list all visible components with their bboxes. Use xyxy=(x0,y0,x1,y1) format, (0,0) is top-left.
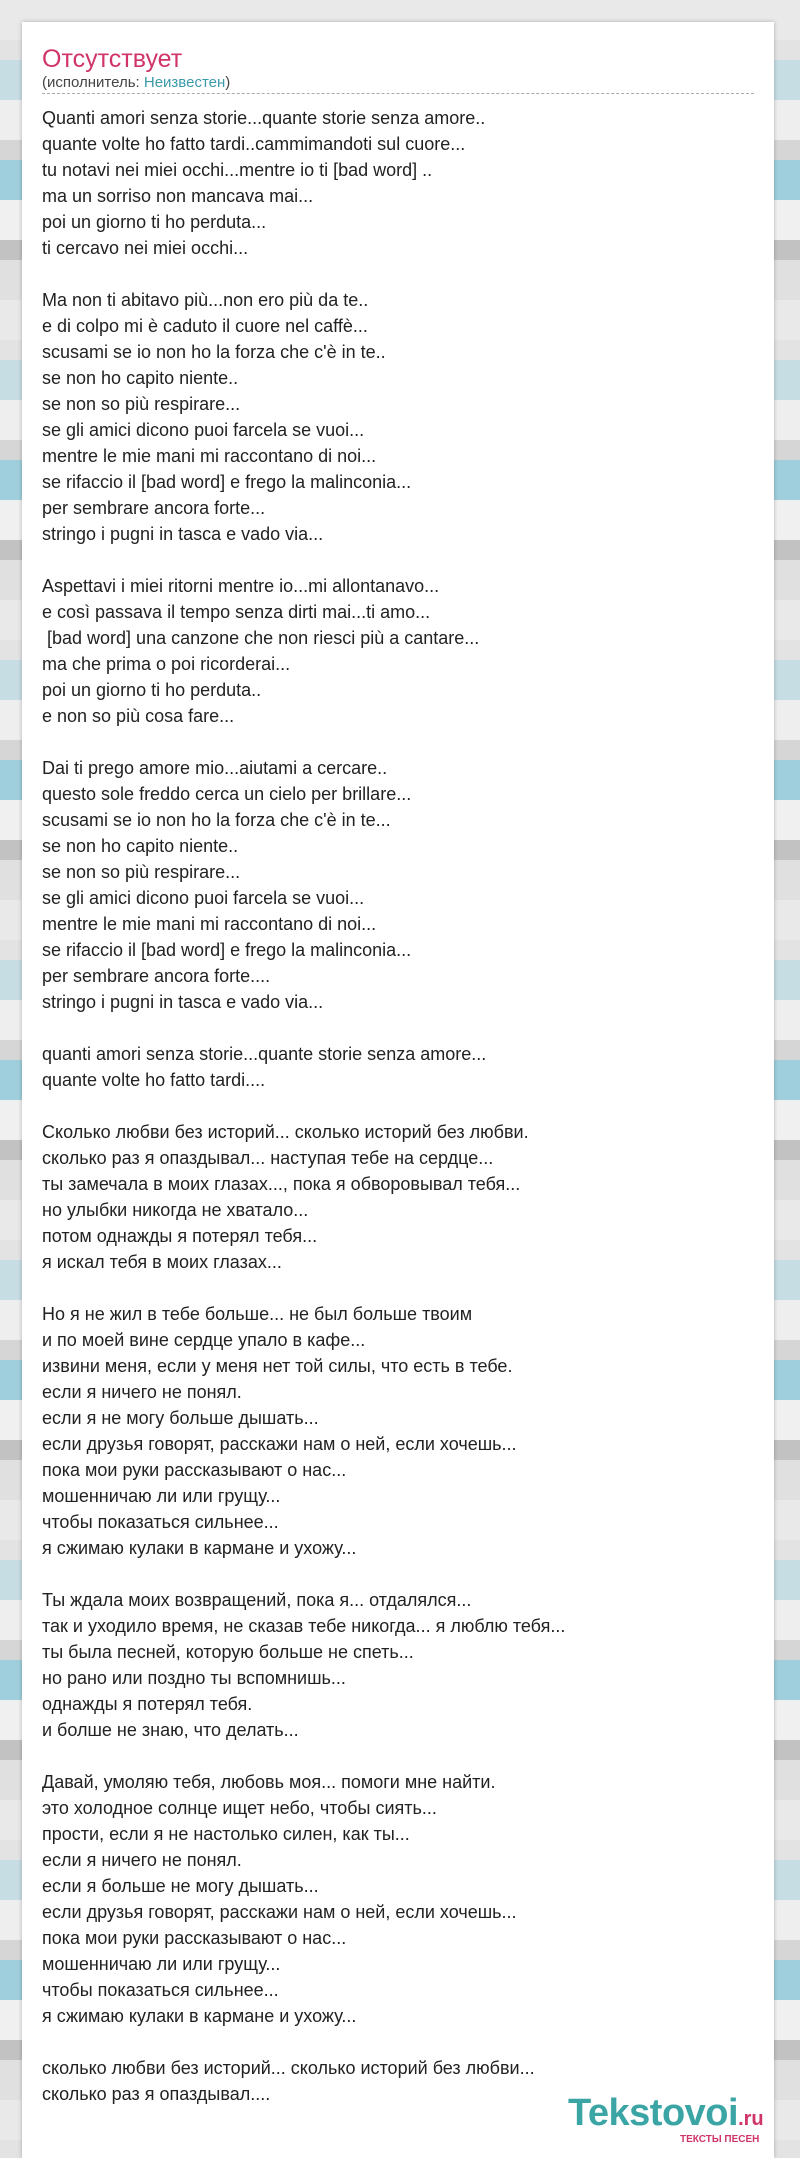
lyric-line: Quanti amori senza storie...quante storie senza amore.. xyxy=(42,108,486,128)
divider xyxy=(42,93,754,94)
lyric-line: questo sole freddo cerca un cielo per brillare... xyxy=(42,784,412,804)
lyric-line: scusami se io non ho la forza che c'è in te.. xyxy=(42,342,386,362)
lyric-line: Dai ti prego amore mio...aiutami a cercare.. xyxy=(42,758,388,778)
lyric-line: это холодное солнце ищет небо, чтобы сиять... xyxy=(42,1798,437,1818)
lyric-line: e di colpo mi è caduto il cuore nel caffè... xyxy=(42,316,368,336)
lyric-line: Aspettavi i miei ritorni mentre io...mi allontanavo... xyxy=(42,576,440,596)
lyric-line: poi un giorno ti ho perduta.. xyxy=(42,680,262,700)
lyric-line: сколько раз я опаздывал.... xyxy=(42,2084,271,2104)
lyric-line: если друзья говорят, расскажи нам о ней, если хочешь... xyxy=(42,1902,517,1922)
lyric-line: чтобы показаться сильнее... xyxy=(42,1980,279,2000)
lyric-line: quanti amori senza storie...quante storie senza amore... xyxy=(42,1044,487,1064)
logo-name: Tekstovoi xyxy=(568,2092,739,2134)
lyric-line: se non ho capito niente.. xyxy=(42,836,239,856)
lyric-line: однажды я потерял тебя. xyxy=(42,1694,253,1714)
artist-prefix: (исполнитель: xyxy=(42,74,144,91)
lyric-line: пока мои руки рассказывают о нас... xyxy=(42,1928,347,1948)
lyric-line: ты была песней, которую больше не спеть... xyxy=(42,1642,414,1662)
lyric-line: ты замечала в моих глазах..., пока я обворовывал тебя... xyxy=(42,1174,521,1194)
lyric-line: прости, если я не настолько силен, как ты... xyxy=(42,1824,410,1844)
lyric-line: мошенничаю ли или грущу... xyxy=(42,1954,281,1974)
lyric-line: scusami se io non ho la forza che c'è in te... xyxy=(42,810,391,830)
lyric-line: чтобы показаться сильнее... xyxy=(42,1512,279,1532)
lyric-line xyxy=(42,261,754,287)
lyric-line xyxy=(42,729,754,755)
artist-line xyxy=(42,74,230,92)
lyric-line: Но я не жил в тебе больше... не был больше твоим xyxy=(42,1304,473,1324)
lyric-line: потом однажды я потерял тебя... xyxy=(42,1226,318,1246)
lyric-line: e così passava il tempo senza dirti mai...ti amo... xyxy=(42,602,431,622)
lyric-line xyxy=(42,1093,754,1119)
lyric-line: я искал тебя в моих глазах... xyxy=(42,1252,282,1272)
lyric-line: se rifaccio il [bad word] e frego la malinconia... xyxy=(42,472,412,492)
lyric-line: mentre le mie mani mi raccontano di noi... xyxy=(42,914,377,934)
lyric-line: poi un giorno ti ho perduta... xyxy=(42,212,267,232)
lyric-line: если я больше не могу дышать... xyxy=(42,1876,319,1896)
lyric-line: если я ничего не понял. xyxy=(42,1382,242,1402)
artist-link[interactable]: Неизвестен xyxy=(143,74,226,91)
lyric-line: mentre le mie mani mi raccontano di noi... xyxy=(42,446,377,466)
logo-tagline: ТЕКСТЫ ПЕСЕН xyxy=(680,2134,760,2145)
lyric-line: ti cercavo nei miei occhi... xyxy=(42,238,249,258)
lyric-line: se gli amici dicono puoi farcela se vuoi... xyxy=(42,888,365,908)
lyric-line: per sembrare ancora forte.... xyxy=(42,966,271,986)
lyric-line: Ты ждала моих возвращений, пока я... отдалялся... xyxy=(42,1590,472,1610)
lyric-line: и болше не знаю, что делать... xyxy=(42,1720,299,1740)
lyric-line: se non ho capito niente.. xyxy=(42,368,239,388)
lyric-line xyxy=(42,1743,754,1769)
lyric-line: ma un sorriso non mancava mai... xyxy=(42,186,314,206)
lyric-line: stringo i pugni in tasca e vado via... xyxy=(42,524,324,544)
lyric-line: se non so più respirare... xyxy=(42,862,241,882)
logo-tld: .ru xyxy=(738,2108,764,2130)
artist-suffix: ) xyxy=(225,74,231,91)
lyric-line: мошенничаю ли или грущу... xyxy=(42,1486,281,1506)
lyric-line: я сжимаю кулаки в кармане и ухожу... xyxy=(42,2006,357,2026)
lyric-line: per sembrare ancora forte... xyxy=(42,498,266,518)
lyric-line: если я ничего не понял. xyxy=(42,1850,242,1870)
lyric-line: stringo i pugni in tasca e vado via... xyxy=(42,992,324,1012)
lyric-line: Давай, умоляю тебя, любовь моя... помоги мне найти. xyxy=(42,1772,496,1792)
lyric-line: сколько раз я опаздывал... наступая тебе на сердце... xyxy=(42,1148,494,1168)
lyric-line xyxy=(42,1015,754,1041)
site-logo[interactable] xyxy=(568,2090,788,2154)
lyric-line: извини меня, если у меня нет той силы, что есть в тебе. xyxy=(42,1356,513,1376)
lyric-line: quante volte ho fatto tardi..cammimandoti sul cuore... xyxy=(42,134,466,154)
lyric-line: Сколько любви без историй... сколько историй без любви. xyxy=(42,1122,529,1142)
lyric-line: quante volte ho fatto tardi.... xyxy=(42,1070,266,1090)
lyric-line: если друзья говорят, расскажи нам о ней, если хочешь... xyxy=(42,1434,517,1454)
lyric-line: если я не могу больше дышать... xyxy=(42,1408,319,1428)
lyric-line: Ma non ti abitavo più...non ero più da te.. xyxy=(42,290,369,310)
lyric-line xyxy=(42,2029,754,2055)
lyrics-text xyxy=(42,105,754,2107)
lyric-line: ma che prima o poi ricorderai... xyxy=(42,654,291,674)
song-title: Отсутствует xyxy=(42,45,183,73)
lyric-line: но рано или поздно ты вспомнишь... xyxy=(42,1668,346,1688)
lyric-line: я сжимаю кулаки в кармане и ухожу... xyxy=(42,1538,357,1558)
lyric-line: сколько любви без историй... сколько историй без любви... xyxy=(42,2058,535,2078)
lyric-line: [bad word] una canzone che non riesci più a cantare... xyxy=(42,628,480,648)
lyric-line: e non so più cosa fare... xyxy=(42,706,235,726)
lyric-line xyxy=(42,1275,754,1301)
lyric-line: se rifaccio il [bad word] e frego la malinconia... xyxy=(42,940,412,960)
lyric-line: tu notavi nei miei occhi...mentre io ti [bad word] .. xyxy=(42,160,433,180)
lyric-line: se non so più respirare... xyxy=(42,394,241,414)
lyric-line xyxy=(42,1561,754,1587)
lyric-line: и по моей вине сердце упало в кафе... xyxy=(42,1330,366,1350)
lyric-line: пока мои руки рассказывают о нас... xyxy=(42,1460,347,1480)
lyrics-card xyxy=(22,22,774,2158)
lyric-line xyxy=(42,547,754,573)
lyric-line: но улыбки никогда не хватало... xyxy=(42,1200,309,1220)
lyric-line: se gli amici dicono puoi farcela se vuoi... xyxy=(42,420,365,440)
lyric-line: так и уходило время, не сказав тебе никогда... я люблю тебя... xyxy=(42,1616,566,1636)
